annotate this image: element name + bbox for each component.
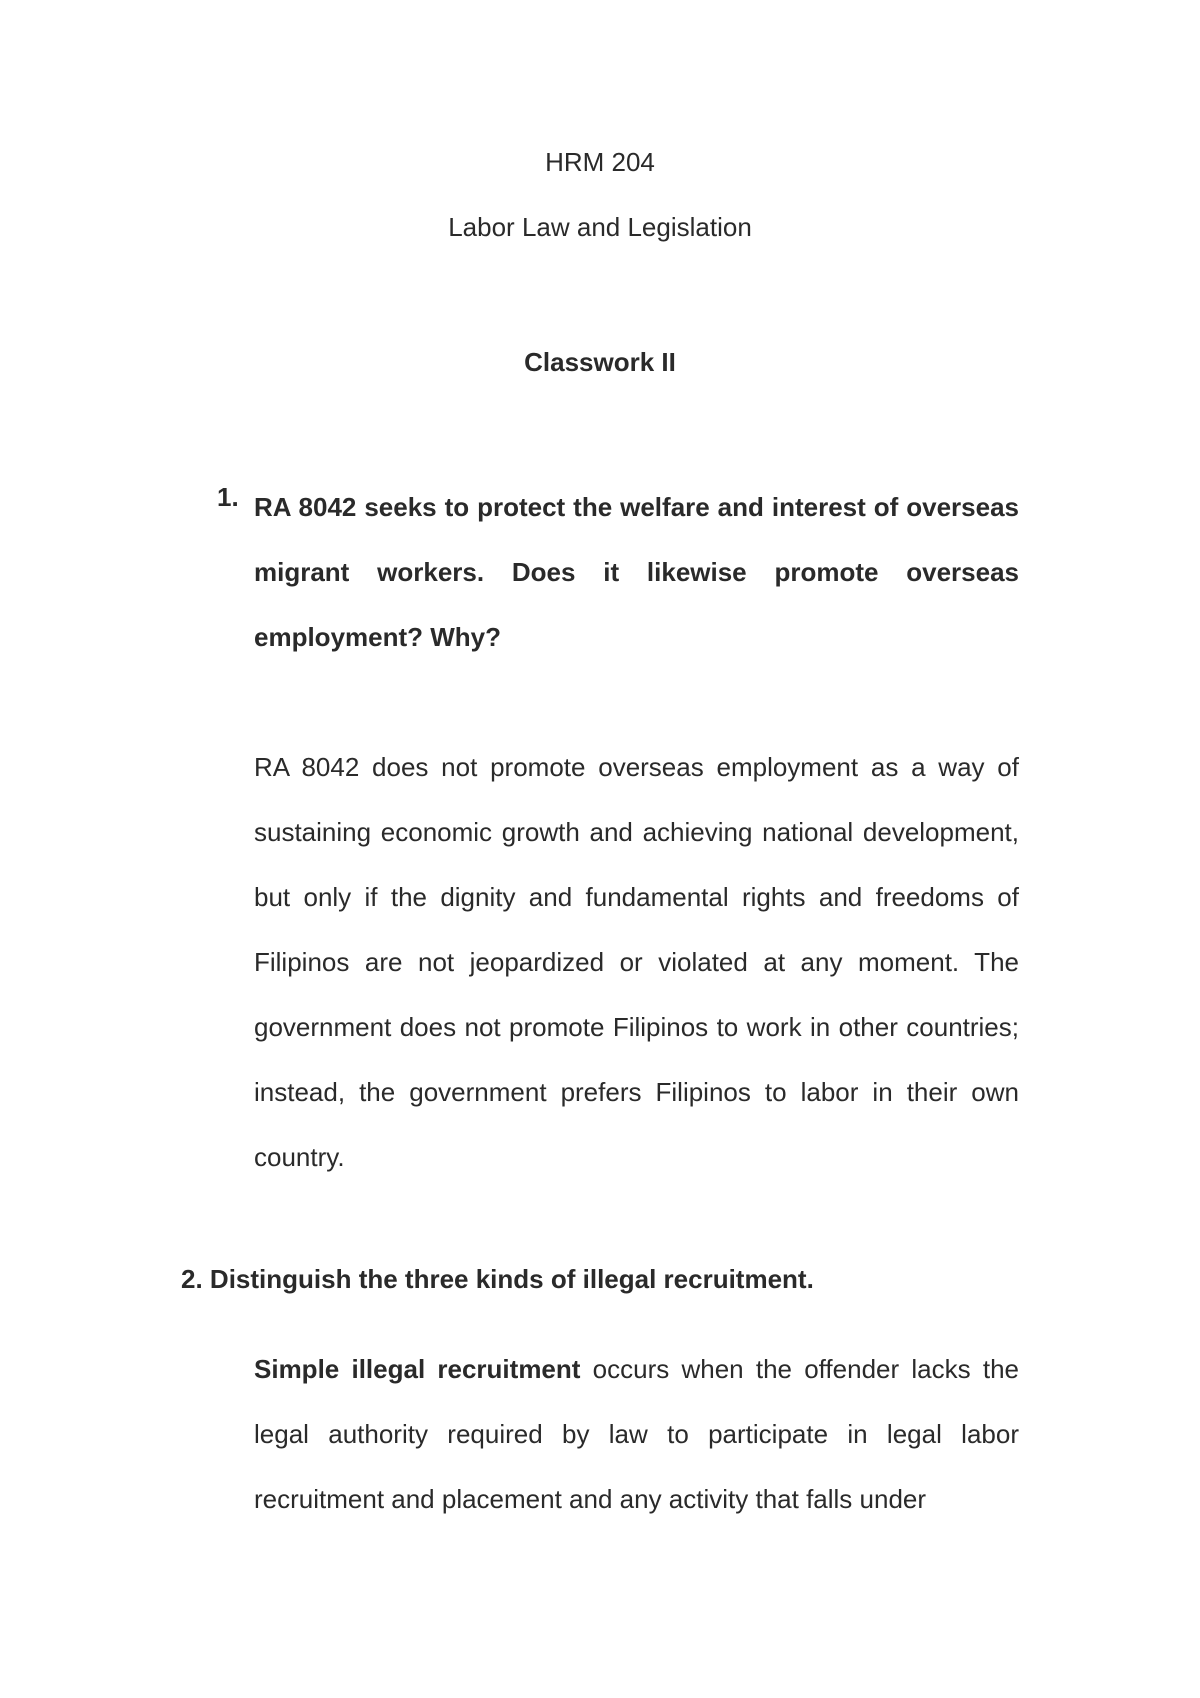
course-title: Labor Law and Legislation <box>448 212 752 242</box>
answer-1-text: RA 8042 does not promote overseas employment as a way of sustaining economic growth and achieving national development, but only if the dignity and fundamental rights and freedoms of Filipinos are not jeopardized or violated at any moment. The government does not promote Filipinos to work in other countries; instead, the government prefers Filipinos to labor in their own country. <box>254 752 1019 1172</box>
question-1-text: RA 8042 seeks to protect the welfare and interest of overseas migrant workers. Does it likewise promote overseas employment? Why? <box>254 492 1019 652</box>
answer-2-body: occurs when the offender lacks the legal authority required by law to participate in legal labor recruitment and placement and any activity that falls under <box>254 1354 1019 1514</box>
question-2-number: 2. <box>181 1264 203 1294</box>
answer-2-text <box>254 1337 1019 1532</box>
document-heading: Classwork II <box>524 347 676 377</box>
course-code: HRM 204 <box>545 147 655 177</box>
answer-2-term: Simple illegal recruitment <box>254 1354 581 1384</box>
question-1-number: 1. <box>217 482 239 512</box>
question-2 <box>181 1263 814 1295</box>
question-2-text: Distinguish the three kinds of illegal recruitment. <box>209 1264 814 1294</box>
